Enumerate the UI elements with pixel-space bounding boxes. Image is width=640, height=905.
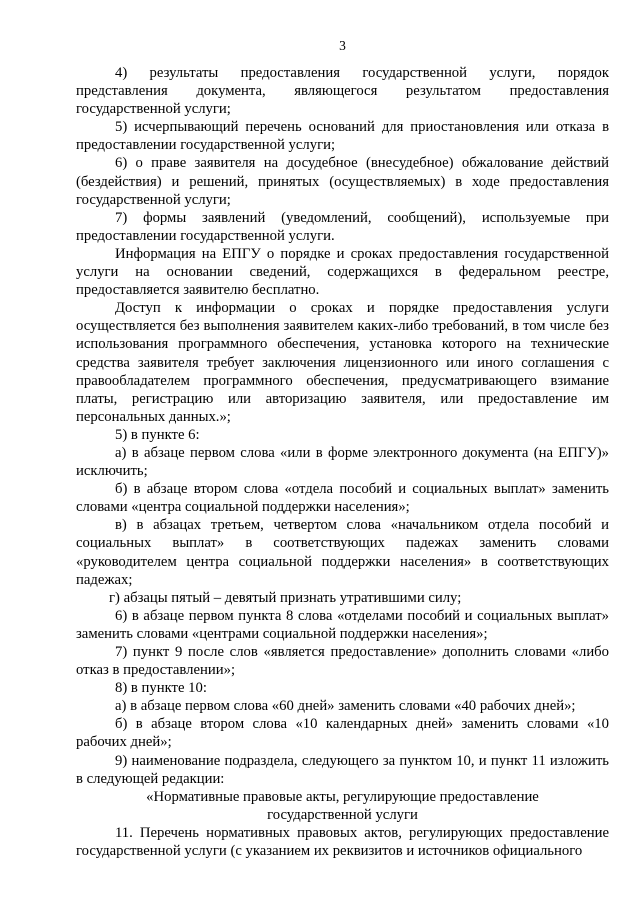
- paragraph-item-4: 4) результаты предоставления государственной услуги, порядок представления документа, являющегося результатом предоставления государственной услуги;: [76, 65, 609, 118]
- paragraph-access-info: Доступ к информации о сроках и порядке предоставления услуги осуществляется без выполнения заявителем каких-либо требований, в том числе без использования программного обеспечения, установка которого на технические средства заявителя требует заключения лицензионного или иного соглашения с правообладателем программного обеспечения, предусматривающего взимание платы, регистрацию или авторизацию заявителя, или предоставление им персональных данных.»;: [76, 300, 609, 425]
- paragraph-amend-9: 9) наименование подраздела, следующего за пунктом 10, и пункт 11 изложить в следующей редакции:: [76, 752, 609, 787]
- paragraph-item-7: 7) формы заявлений (уведомлений, сообщений), используемые при предоставлении государственной услуги.: [76, 209, 609, 244]
- paragraph-amend-8: 8) в пункте 10:: [115, 680, 207, 697]
- paragraph-epgu-info: Информация на ЕПГУ о порядке и сроках предоставления государственной услуги на основании сведений, содержащихся в федеральном реестре, предоставляется заявителю бесплатно.: [76, 245, 609, 299]
- paragraph-amend-5b: б) в абзаце втором слова «отдела пособий и социальных выплат» заменить словами «центра социальной поддержки населения»;: [76, 481, 609, 516]
- paragraph-amend-6: 6) в абзаце первом пункта 8 слова «отделами пособий и социальных выплат» заменить словами «центрами социальной поддержки населения»;: [76, 607, 609, 642]
- paragraph-item-6: 6) о праве заявителя на досудебное (внесудебное) обжалование действий (бездействия) и решений, принятых (осуществляемых) в ходе предоставления государственной услуги;: [76, 155, 609, 208]
- paragraph-amend-5a: а) в абзаце первом слова «или в форме электронного документа (на ЕПГУ)» исключить;: [76, 444, 609, 480]
- paragraph-item-5: 5) исчерпывающий перечень оснований для приостановления или отказа в предоставлении государственной услуги;: [76, 119, 609, 154]
- paragraph-item-11: 11. Перечень нормативных правовых актов, регулирующих предоставление государственной услуги (с указанием их реквизитов и источников официального: [76, 824, 609, 860]
- paragraph-amend-5v: в) в абзацах третьем, четвертом слова «начальником отдела пособий и социальных выплат» в соответствующих падежах заменить словами «руководителем центра социальной поддержки населения» в соответствующих падежах;: [76, 517, 609, 588]
- paragraph-amend-5: 5) в пункте 6:: [115, 426, 200, 443]
- paragraph-amend-7: 7) пункт 9 после слов «является предоставление» дополнить словами «либо отказ в предоставлении»;: [76, 644, 609, 679]
- paragraph-amend-5g: г) абзацы пятый – девятый признать утратившими силу;: [109, 589, 462, 606]
- section-heading: [76, 788, 609, 824]
- paragraph-amend-8b: б) в абзаце втором слова «10 календарных дней» заменить словами «10 рабочих дней»;: [76, 716, 609, 751]
- paragraph-amend-8a: а) в абзаце первом слова «60 дней» заменить словами «40 рабочих дней»;: [115, 698, 576, 715]
- section-heading-line-2: государственной услуги: [267, 806, 418, 823]
- section-heading-line-1: «Нормативные правовые акты, регулирующие предоставление: [146, 788, 539, 805]
- page-number: 3: [339, 38, 346, 53]
